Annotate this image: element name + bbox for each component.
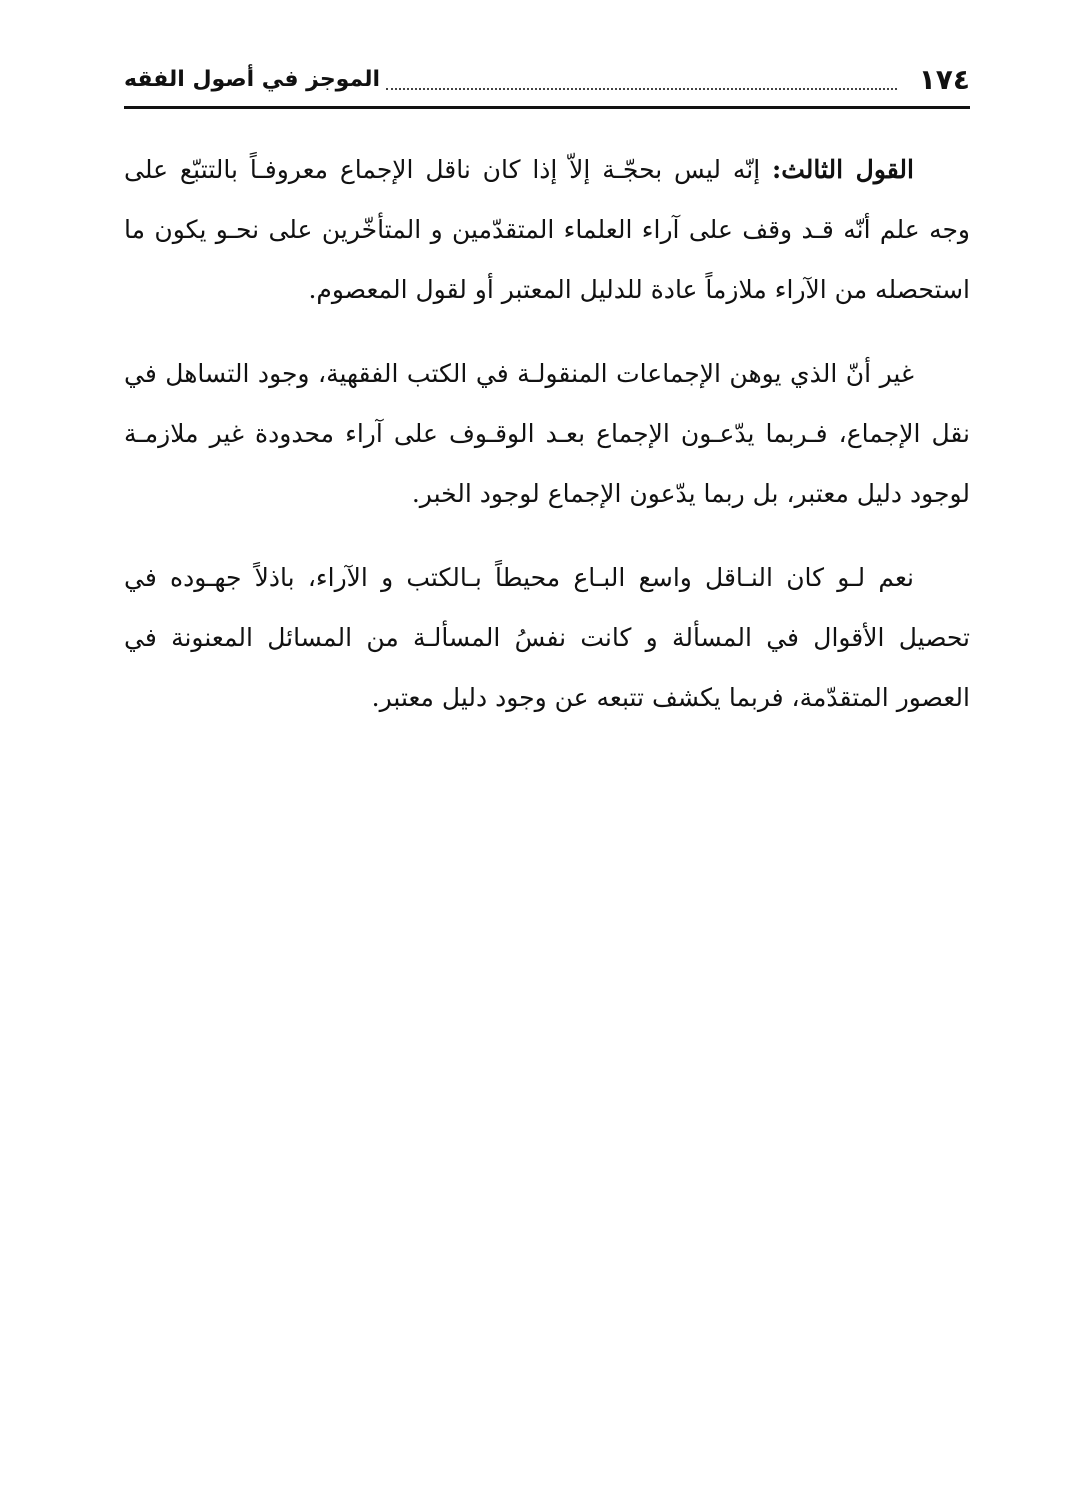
paragraph bbox=[124, 140, 970, 320]
page-number: ١٧٤ bbox=[918, 63, 970, 96]
header-rule bbox=[124, 106, 970, 109]
paragraph-text: غير أنّ الذي يوهن الإجماعات المنقولـة في الكتب الفقهية، وجود التساهل في نقل الإجماع، فـربما يدّعـون الإجماع بعـد الوقـوف على آراء محدودة غير ملازمـة لوجود دليل معتبر، بل ربما يدّعون الإجماع لوجود الخبر. bbox=[124, 359, 970, 508]
paragraph bbox=[124, 548, 970, 728]
paragraph-text: نعم لـو كان النـاقل واسع البـاع محيطاً بـالكتب و الآراء، باذلاً جهـوده في تحصيل الأقوال في المسألة و كانت نفسُ المسألـة من المسائل المعنونة في العصور المتقدّمة، فربما يكشف تتبعه عن وجود دليل معتبر. bbox=[124, 563, 970, 712]
body-text bbox=[124, 140, 970, 752]
paragraph bbox=[124, 344, 970, 524]
running-title: الموجز في أصول الفقه bbox=[124, 67, 381, 92]
paragraph-lead: القول الثالث: bbox=[771, 155, 914, 184]
dotted-leader bbox=[386, 88, 897, 90]
page-header bbox=[124, 52, 970, 100]
paragraph-text: إنّه ليس بحجّـة إلاّ إذا كان ناقل الإجماع معروفـاً بالتتبّع على وجه علم أنّه قـد وقف على آراء العلماء المتقدّمين و المتأخّرين على نحـو يكون ما استحصله من الآراء ملازماً عادة للدليل المعتبر أو لقول المعصوم. bbox=[124, 155, 970, 304]
